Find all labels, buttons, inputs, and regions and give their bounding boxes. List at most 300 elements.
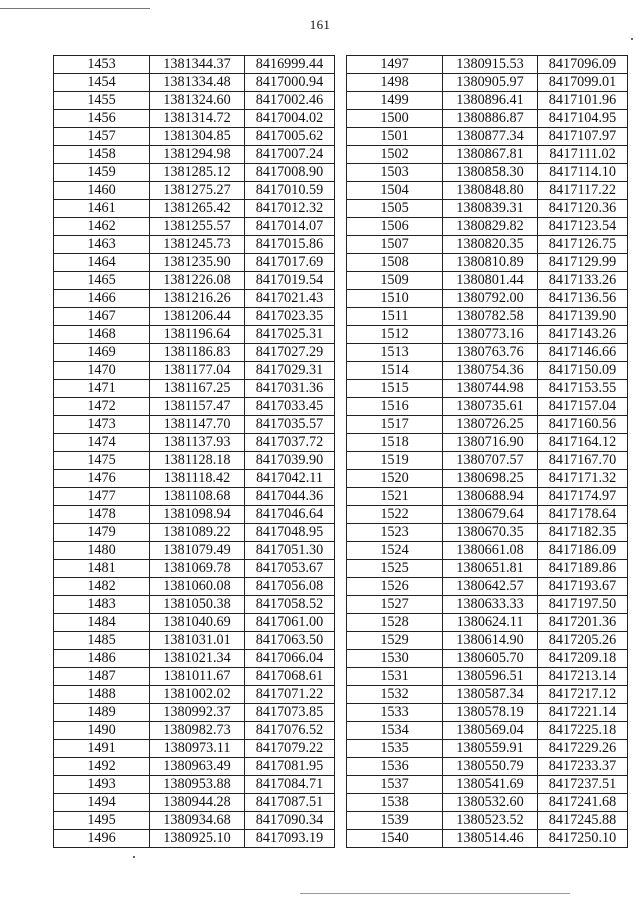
table-row [54, 758, 335, 776]
x-coordinate-cell: 1380982.73 [150, 722, 245, 740]
point-number-cell: 1531 [347, 668, 443, 686]
x-coordinate-cell: 1380550.79 [443, 758, 538, 776]
point-number-cell: 1502 [347, 146, 443, 164]
x-coordinate-cell: 1380773.16 [443, 326, 538, 344]
x-coordinate-cell: 1381137.93 [150, 434, 245, 452]
point-number-cell: 1516 [347, 398, 443, 416]
x-coordinate-cell: 1381021.34 [150, 650, 245, 668]
point-number-cell: 1458 [54, 146, 150, 164]
y-coordinate-cell: 8417046.64 [245, 506, 335, 524]
table-row [347, 56, 628, 74]
y-coordinate-cell: 8417197.50 [538, 596, 628, 614]
y-coordinate-cell: 8417221.14 [538, 704, 628, 722]
table-row [54, 344, 335, 362]
table-row [347, 290, 628, 308]
point-number-cell: 1453 [54, 56, 150, 74]
x-coordinate-cell: 1380698.25 [443, 470, 538, 488]
table-row [54, 326, 335, 344]
table-row [347, 758, 628, 776]
x-coordinate-cell: 1380651.81 [443, 560, 538, 578]
table-row [54, 416, 335, 434]
point-number-cell: 1471 [54, 380, 150, 398]
y-coordinate-cell: 8417004.02 [245, 110, 335, 128]
y-coordinate-cell: 8417229.26 [538, 740, 628, 758]
y-coordinate-cell: 8417171.32 [538, 470, 628, 488]
coordinates-table-left-body [54, 56, 335, 848]
y-coordinate-cell: 8417189.86 [538, 560, 628, 578]
y-coordinate-cell: 8417012.32 [245, 200, 335, 218]
point-number-cell: 1530 [347, 650, 443, 668]
point-number-cell: 1537 [347, 776, 443, 794]
x-coordinate-cell: 1380744.98 [443, 380, 538, 398]
y-coordinate-cell: 8417143.26 [538, 326, 628, 344]
scan-edge-line [0, 8, 150, 9]
scan-speck [133, 856, 135, 858]
table-row [347, 560, 628, 578]
scan-edge-line [300, 893, 570, 894]
point-number-cell: 1510 [347, 290, 443, 308]
table-row [54, 704, 335, 722]
y-coordinate-cell: 8417044.36 [245, 488, 335, 506]
table-row [347, 362, 628, 380]
table-row [347, 632, 628, 650]
x-coordinate-cell: 1381177.04 [150, 362, 245, 380]
y-coordinate-cell: 8417174.97 [538, 488, 628, 506]
point-number-cell: 1539 [347, 812, 443, 830]
y-coordinate-cell: 8417157.04 [538, 398, 628, 416]
y-coordinate-cell: 8417205.26 [538, 632, 628, 650]
y-coordinate-cell: 8417007.24 [245, 146, 335, 164]
y-coordinate-cell: 8417160.56 [538, 416, 628, 434]
x-coordinate-cell: 1380925.10 [150, 830, 245, 848]
table-row [347, 308, 628, 326]
y-coordinate-cell: 8417093.19 [245, 830, 335, 848]
table-row [54, 776, 335, 794]
point-number-cell: 1522 [347, 506, 443, 524]
table-row [347, 398, 628, 416]
y-coordinate-cell: 8417033.45 [245, 398, 335, 416]
y-coordinate-cell: 8416999.44 [245, 56, 335, 74]
y-coordinate-cell: 8417126.75 [538, 236, 628, 254]
point-number-cell: 1513 [347, 344, 443, 362]
y-coordinate-cell: 8417136.56 [538, 290, 628, 308]
point-number-cell: 1475 [54, 452, 150, 470]
point-number-cell: 1479 [54, 524, 150, 542]
point-number-cell: 1524 [347, 542, 443, 560]
x-coordinate-cell: 1380716.90 [443, 434, 538, 452]
y-coordinate-cell: 8417053.67 [245, 560, 335, 578]
y-coordinate-cell: 8417150.09 [538, 362, 628, 380]
point-number-cell: 1461 [54, 200, 150, 218]
y-coordinate-cell: 8417111.02 [538, 146, 628, 164]
point-number-cell: 1489 [54, 704, 150, 722]
point-number-cell: 1478 [54, 506, 150, 524]
x-coordinate-cell: 1381216.26 [150, 290, 245, 308]
x-coordinate-cell: 1381002.02 [150, 686, 245, 704]
point-number-cell: 1505 [347, 200, 443, 218]
x-coordinate-cell: 1381128.18 [150, 452, 245, 470]
x-coordinate-cell: 1381226.08 [150, 272, 245, 290]
table-row [347, 812, 628, 830]
y-coordinate-cell: 8417037.72 [245, 434, 335, 452]
y-coordinate-cell: 8417213.14 [538, 668, 628, 686]
x-coordinate-cell: 1380596.51 [443, 668, 538, 686]
coordinates-table-right [346, 55, 628, 848]
point-number-cell: 1521 [347, 488, 443, 506]
point-number-cell: 1492 [54, 758, 150, 776]
point-number-cell: 1532 [347, 686, 443, 704]
y-coordinate-cell: 8417201.36 [538, 614, 628, 632]
table-row [54, 254, 335, 272]
table-row [347, 650, 628, 668]
point-number-cell: 1493 [54, 776, 150, 794]
point-number-cell: 1499 [347, 92, 443, 110]
x-coordinate-cell: 1381060.08 [150, 578, 245, 596]
table-row [54, 110, 335, 128]
point-number-cell: 1540 [347, 830, 443, 848]
y-coordinate-cell: 8417048.95 [245, 524, 335, 542]
y-coordinate-cell: 8417081.95 [245, 758, 335, 776]
y-coordinate-cell: 8417209.18 [538, 650, 628, 668]
x-coordinate-cell: 1380944.28 [150, 794, 245, 812]
y-coordinate-cell: 8417076.52 [245, 722, 335, 740]
y-coordinate-cell: 8417114.10 [538, 164, 628, 182]
table-row [347, 488, 628, 506]
x-coordinate-cell: 1380670.35 [443, 524, 538, 542]
x-coordinate-cell: 1380541.69 [443, 776, 538, 794]
table-row [54, 560, 335, 578]
point-number-cell: 1459 [54, 164, 150, 182]
table-row [347, 794, 628, 812]
point-number-cell: 1454 [54, 74, 150, 92]
y-coordinate-cell: 8417014.07 [245, 218, 335, 236]
table-row [347, 668, 628, 686]
point-number-cell: 1497 [347, 56, 443, 74]
table-row [54, 488, 335, 506]
table-row [54, 164, 335, 182]
coordinates-table-right-body [347, 56, 628, 848]
y-coordinate-cell: 8417217.12 [538, 686, 628, 704]
table-row [54, 218, 335, 236]
point-number-cell: 1462 [54, 218, 150, 236]
point-number-cell: 1474 [54, 434, 150, 452]
table-row [54, 398, 335, 416]
x-coordinate-cell: 1381206.44 [150, 308, 245, 326]
point-number-cell: 1520 [347, 470, 443, 488]
x-coordinate-cell: 1380523.52 [443, 812, 538, 830]
point-number-cell: 1486 [54, 650, 150, 668]
table-row [347, 254, 628, 272]
coordinates-table-left [53, 55, 335, 848]
point-number-cell: 1526 [347, 578, 443, 596]
y-coordinate-cell: 8417025.31 [245, 326, 335, 344]
table-row [347, 830, 628, 848]
y-coordinate-cell: 8417193.67 [538, 578, 628, 596]
x-coordinate-cell: 1380801.44 [443, 272, 538, 290]
point-number-cell: 1473 [54, 416, 150, 434]
table-row [347, 686, 628, 704]
x-coordinate-cell: 1381157.47 [150, 398, 245, 416]
x-coordinate-cell: 1380707.57 [443, 452, 538, 470]
table-row [347, 128, 628, 146]
table-row [347, 704, 628, 722]
table-row [54, 92, 335, 110]
x-coordinate-cell: 1381186.83 [150, 344, 245, 362]
table-row [347, 110, 628, 128]
table-row [347, 596, 628, 614]
table-row [54, 812, 335, 830]
x-coordinate-cell: 1381334.48 [150, 74, 245, 92]
x-coordinate-cell: 1380992.37 [150, 704, 245, 722]
point-number-cell: 1517 [347, 416, 443, 434]
y-coordinate-cell: 8417015.86 [245, 236, 335, 254]
table-row [54, 614, 335, 632]
table-row [347, 542, 628, 560]
x-coordinate-cell: 1380679.64 [443, 506, 538, 524]
table-row [54, 578, 335, 596]
y-coordinate-cell: 8417063.50 [245, 632, 335, 650]
point-number-cell: 1514 [347, 362, 443, 380]
point-number-cell: 1468 [54, 326, 150, 344]
table-row [54, 524, 335, 542]
y-coordinate-cell: 8417237.51 [538, 776, 628, 794]
x-coordinate-cell: 1381275.27 [150, 182, 245, 200]
y-coordinate-cell: 8417021.43 [245, 290, 335, 308]
y-coordinate-cell: 8417087.51 [245, 794, 335, 812]
point-number-cell: 1496 [54, 830, 150, 848]
y-coordinate-cell: 8417107.97 [538, 128, 628, 146]
point-number-cell: 1469 [54, 344, 150, 362]
point-number-cell: 1518 [347, 434, 443, 452]
point-number-cell: 1538 [347, 794, 443, 812]
y-coordinate-cell: 8417084.71 [245, 776, 335, 794]
table-row [54, 722, 335, 740]
point-number-cell: 1523 [347, 524, 443, 542]
point-number-cell: 1495 [54, 812, 150, 830]
point-number-cell: 1536 [347, 758, 443, 776]
y-coordinate-cell: 8417233.37 [538, 758, 628, 776]
table-row [54, 668, 335, 686]
y-coordinate-cell: 8417031.36 [245, 380, 335, 398]
point-number-cell: 1504 [347, 182, 443, 200]
point-number-cell: 1501 [347, 128, 443, 146]
table-row [54, 380, 335, 398]
table-row [347, 524, 628, 542]
y-coordinate-cell: 8417017.69 [245, 254, 335, 272]
x-coordinate-cell: 1380953.88 [150, 776, 245, 794]
point-number-cell: 1476 [54, 470, 150, 488]
y-coordinate-cell: 8417079.22 [245, 740, 335, 758]
x-coordinate-cell: 1380587.34 [443, 686, 538, 704]
x-coordinate-cell: 1380614.90 [443, 632, 538, 650]
table-row [347, 614, 628, 632]
x-coordinate-cell: 1380820.35 [443, 236, 538, 254]
point-number-cell: 1519 [347, 452, 443, 470]
table-row [347, 236, 628, 254]
y-coordinate-cell: 8417056.08 [245, 578, 335, 596]
table-row [347, 434, 628, 452]
point-number-cell: 1515 [347, 380, 443, 398]
point-number-cell: 1498 [347, 74, 443, 92]
table-row [54, 470, 335, 488]
x-coordinate-cell: 1380754.36 [443, 362, 538, 380]
y-coordinate-cell: 8417035.57 [245, 416, 335, 434]
y-coordinate-cell: 8417164.12 [538, 434, 628, 452]
x-coordinate-cell: 1381285.12 [150, 164, 245, 182]
table-row [347, 218, 628, 236]
x-coordinate-cell: 1381089.22 [150, 524, 245, 542]
table-row [54, 128, 335, 146]
table-row [54, 632, 335, 650]
point-number-cell: 1527 [347, 596, 443, 614]
table-row [54, 182, 335, 200]
x-coordinate-cell: 1380532.60 [443, 794, 538, 812]
y-coordinate-cell: 8417071.22 [245, 686, 335, 704]
point-number-cell: 1487 [54, 668, 150, 686]
point-number-cell: 1480 [54, 542, 150, 560]
point-number-cell: 1512 [347, 326, 443, 344]
x-coordinate-cell: 1380963.49 [150, 758, 245, 776]
point-number-cell: 1503 [347, 164, 443, 182]
point-number-cell: 1533 [347, 704, 443, 722]
x-coordinate-cell: 1381304.85 [150, 128, 245, 146]
table-row [347, 470, 628, 488]
y-coordinate-cell: 8417066.04 [245, 650, 335, 668]
y-coordinate-cell: 8417058.52 [245, 596, 335, 614]
table-row [54, 686, 335, 704]
x-coordinate-cell: 1380848.80 [443, 182, 538, 200]
x-coordinate-cell: 1380726.25 [443, 416, 538, 434]
point-number-cell: 1482 [54, 578, 150, 596]
y-coordinate-cell: 8417186.09 [538, 542, 628, 560]
y-coordinate-cell: 8417153.55 [538, 380, 628, 398]
x-coordinate-cell: 1381050.38 [150, 596, 245, 614]
point-number-cell: 1455 [54, 92, 150, 110]
y-coordinate-cell: 8417096.09 [538, 56, 628, 74]
x-coordinate-cell: 1380877.34 [443, 128, 538, 146]
point-number-cell: 1528 [347, 614, 443, 632]
x-coordinate-cell: 1381167.25 [150, 380, 245, 398]
x-coordinate-cell: 1380514.46 [443, 830, 538, 848]
y-coordinate-cell: 8417129.99 [538, 254, 628, 272]
x-coordinate-cell: 1380858.30 [443, 164, 538, 182]
table-row [54, 506, 335, 524]
table-row [54, 794, 335, 812]
table-row [54, 596, 335, 614]
point-number-cell: 1506 [347, 218, 443, 236]
point-number-cell: 1507 [347, 236, 443, 254]
x-coordinate-cell: 1381031.01 [150, 632, 245, 650]
scan-speck [631, 38, 633, 40]
x-coordinate-cell: 1381324.60 [150, 92, 245, 110]
table-row [347, 164, 628, 182]
page-number: 161 [309, 17, 331, 32]
table-row [54, 272, 335, 290]
point-number-cell: 1466 [54, 290, 150, 308]
x-coordinate-cell: 1380569.04 [443, 722, 538, 740]
table-row [54, 200, 335, 218]
table-row [54, 74, 335, 92]
point-number-cell: 1529 [347, 632, 443, 650]
x-coordinate-cell: 1381108.68 [150, 488, 245, 506]
table-row [347, 740, 628, 758]
y-coordinate-cell: 8417010.59 [245, 182, 335, 200]
y-coordinate-cell: 8417101.96 [538, 92, 628, 110]
x-coordinate-cell: 1380688.94 [443, 488, 538, 506]
table-row [347, 416, 628, 434]
x-coordinate-cell: 1381147.70 [150, 416, 245, 434]
table-row [54, 290, 335, 308]
x-coordinate-cell: 1381344.37 [150, 56, 245, 74]
x-coordinate-cell: 1380605.70 [443, 650, 538, 668]
table-row [54, 146, 335, 164]
point-number-cell: 1488 [54, 686, 150, 704]
point-number-cell: 1511 [347, 308, 443, 326]
x-coordinate-cell: 1380896.41 [443, 92, 538, 110]
y-coordinate-cell: 8417117.22 [538, 182, 628, 200]
point-number-cell: 1464 [54, 254, 150, 272]
point-number-cell: 1484 [54, 614, 150, 632]
point-number-cell: 1525 [347, 560, 443, 578]
x-coordinate-cell: 1380810.89 [443, 254, 538, 272]
table-row [54, 308, 335, 326]
y-coordinate-cell: 8417019.54 [245, 272, 335, 290]
point-number-cell: 1470 [54, 362, 150, 380]
point-number-cell: 1483 [54, 596, 150, 614]
table-row [54, 236, 335, 254]
point-number-cell: 1463 [54, 236, 150, 254]
y-coordinate-cell: 8417051.30 [245, 542, 335, 560]
table-row [347, 578, 628, 596]
point-number-cell: 1535 [347, 740, 443, 758]
x-coordinate-cell: 1381011.67 [150, 668, 245, 686]
table-row [347, 722, 628, 740]
x-coordinate-cell: 1381118.42 [150, 470, 245, 488]
table-row [54, 542, 335, 560]
table-row [347, 452, 628, 470]
y-coordinate-cell: 8417023.35 [245, 308, 335, 326]
table-row [54, 740, 335, 758]
point-number-cell: 1500 [347, 110, 443, 128]
y-coordinate-cell: 8417133.26 [538, 272, 628, 290]
y-coordinate-cell: 8417146.66 [538, 344, 628, 362]
x-coordinate-cell: 1380934.68 [150, 812, 245, 830]
y-coordinate-cell: 8417061.00 [245, 614, 335, 632]
y-coordinate-cell: 8417073.85 [245, 704, 335, 722]
x-coordinate-cell: 1381040.69 [150, 614, 245, 632]
y-coordinate-cell: 8417241.68 [538, 794, 628, 812]
table-row [347, 272, 628, 290]
y-coordinate-cell: 8417068.61 [245, 668, 335, 686]
x-coordinate-cell: 1380792.00 [443, 290, 538, 308]
y-coordinate-cell: 8417104.95 [538, 110, 628, 128]
y-coordinate-cell: 8417245.88 [538, 812, 628, 830]
x-coordinate-cell: 1380578.19 [443, 704, 538, 722]
table-row [54, 434, 335, 452]
x-coordinate-cell: 1380782.58 [443, 308, 538, 326]
y-coordinate-cell: 8417005.62 [245, 128, 335, 146]
y-coordinate-cell: 8417123.54 [538, 218, 628, 236]
table-row [54, 650, 335, 668]
x-coordinate-cell: 1381314.72 [150, 110, 245, 128]
y-coordinate-cell: 8417225.18 [538, 722, 628, 740]
point-number-cell: 1494 [54, 794, 150, 812]
point-number-cell: 1508 [347, 254, 443, 272]
x-coordinate-cell: 1381294.98 [150, 146, 245, 164]
table-row [347, 506, 628, 524]
x-coordinate-cell: 1381196.64 [150, 326, 245, 344]
x-coordinate-cell: 1380763.76 [443, 344, 538, 362]
